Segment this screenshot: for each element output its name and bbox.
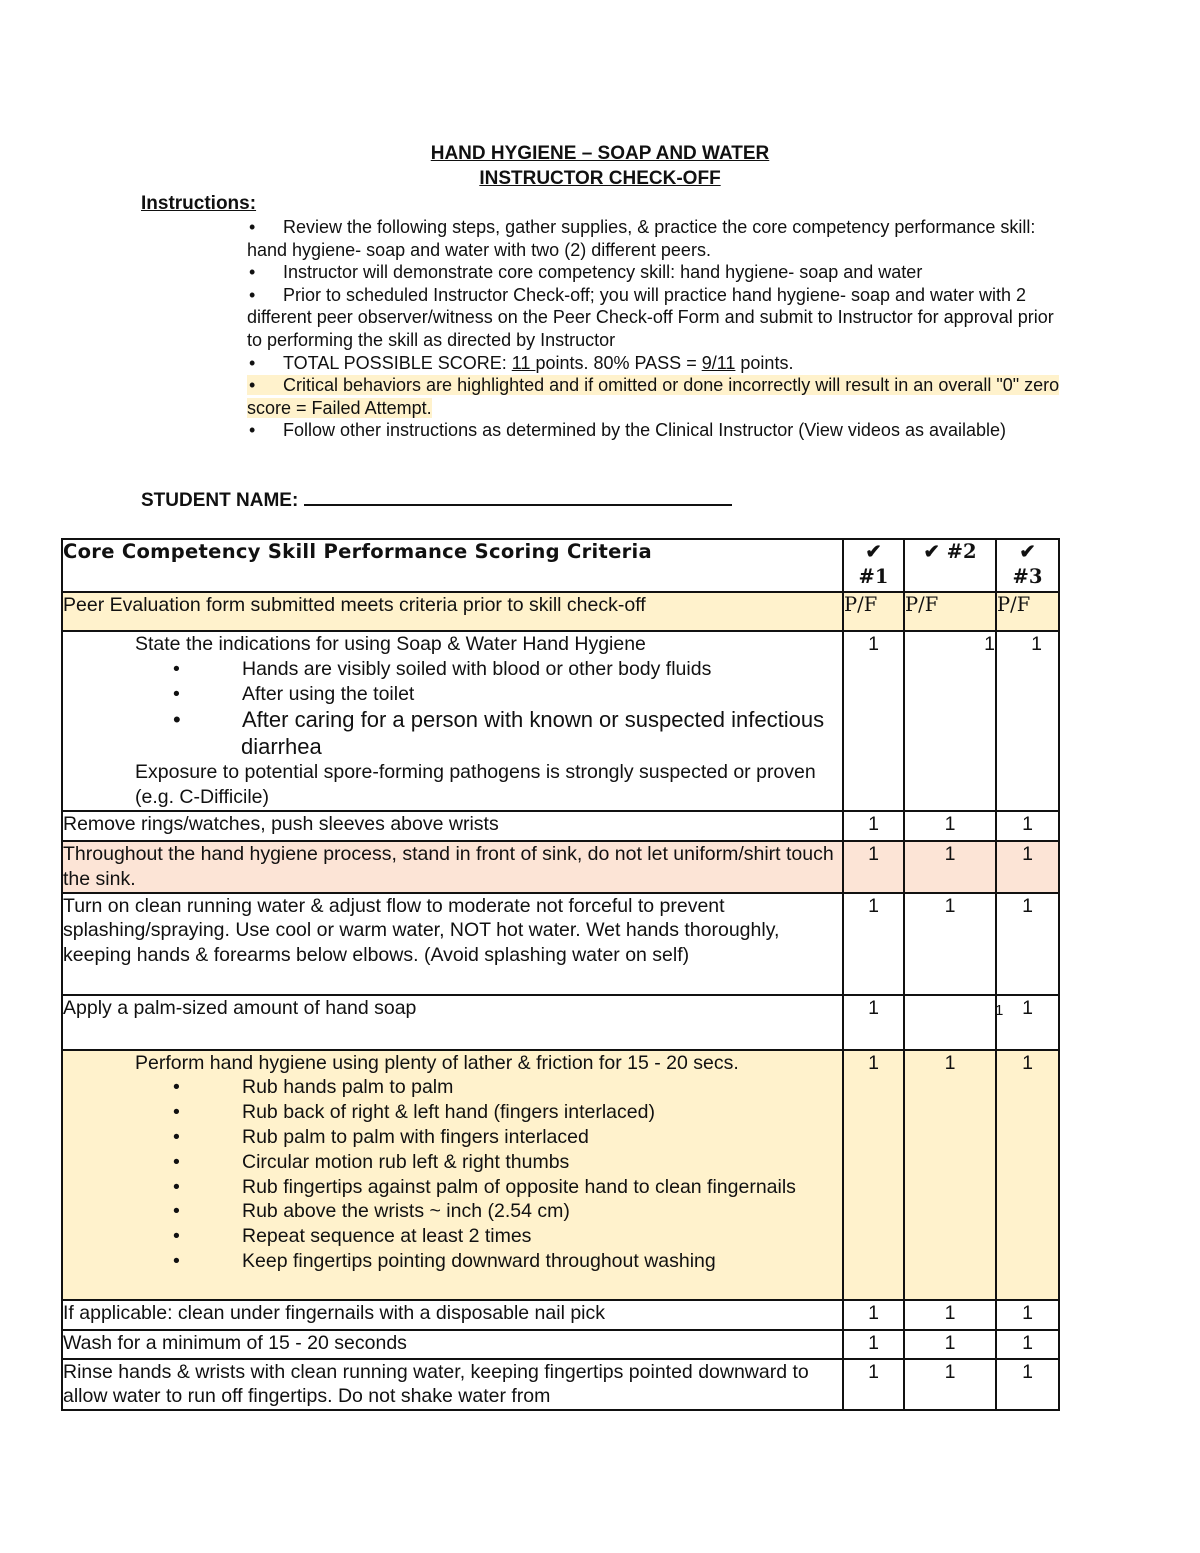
bullet-icon: • [249,284,256,305]
instructions-list [247,216,1062,442]
table-row: Apply a palm-sized amount of hand soap 1 1 1 [62,995,1059,1050]
table-row: Turn on clean running water & adjust flow to moderate not forceful to prevent splashing/spraying. Use cool or warm water, NOT hot water. Wet hands thoroughly, keeping hands & forearms below elbows. (Avoid splashing water on self) 1 1 1 [62,893,1059,995]
instruction-item: • Instructor will demonstrate core competency skill: hand hygiene- soap and water [249,262,923,283]
bullet-icon: • [249,352,256,373]
instruction-item-critical: • Critical behaviors are highlighted and if omitted or done incorrectly will result in an overall "0" zero score = Failed Attempt. [247,375,1060,418]
scoring-table [61,538,1060,1411]
instruction-item: • Prior to scheduled Instructor Check-off; you will practice hand hygiene- soap and water with 2 different peer observer/witness on the Peer Check-off Form and submit to Instructor for approval prior to performing the skill as directed by Instructor [247,284,1054,350]
list-item: • Hands are visibly soiled with blood or other body fluids [173,657,712,680]
bullet-icon: • [173,682,180,705]
list-item: • Rub above the wrists ~ inch (2.54 cm) [173,1200,570,1223]
instructions-heading: Instructions: [141,193,257,214]
bullet-icon: • [173,1150,180,1173]
bullet-icon: • [173,1125,180,1148]
bullet-icon: • [173,1249,180,1272]
check-icon: ✔ [923,540,940,563]
bullet-icon: • [173,707,181,733]
table-row: Peer Evaluation form submitted meets criteria prior to skill check-off P/F P/F P/F [62,592,1059,631]
student-name-label: STUDENT NAME: [141,490,299,511]
attempt-3-header: ✔ #3 [996,539,1059,592]
table-row: Perform hand hygiene using plenty of lather & friction for 15 - 20 secs. • Rub hands palm to palm • Rub back of right & left hand (fingers interlaced) • Rub palm to palm with fingers interlaced • Circular motion rub left & right thumbs • Rub fingertips against palm of opposite hand to clean fingernails • Rub above the wrists ~ inch (2.54 cm) • Repeat sequence at least 2 times • Keep fingertips pointing downward throughout washing 1 1 1 [62,1050,1059,1300]
pass-value: 9/11 [701,352,736,373]
table-row: Remove rings/watches, push sleeves above wrists 1 1 1 [62,811,1059,841]
bullet-icon: • [249,375,256,396]
list-item: • Rub palm to palm with fingers interlaced [173,1125,589,1148]
list-item: • After caring for a person with known or suspected infectious diarrhea [173,707,825,760]
bullet-icon: • [173,657,180,680]
bullet-icon: • [173,1175,180,1198]
total-points-value: 11 [511,352,536,373]
list-item: • Repeat sequence at least 2 times [173,1225,532,1248]
bullet-icon: • [173,1076,180,1099]
list-item: • Keep fingertips pointing downward throughout washing [173,1249,716,1272]
bullet-icon: • [249,420,256,441]
attempt-1-header: ✔ #1 [843,539,904,592]
document-title: HAND HYGIENE – SOAP AND WATER [430,143,770,164]
instruction-item-score: • TOTAL POSSIBLE SCORE: 11 points. 80% PASS = 9/11 points. [249,352,794,373]
list-item: • Rub back of right & left hand (fingers interlaced) [173,1101,655,1124]
table-row: Throughout the hand hygiene process, stand in front of sink, do not let uniform/shirt touch the sink. 1 1 1 [62,841,1059,893]
bullet-icon: • [249,262,256,283]
table-row: If applicable: clean under fingernails with a disposable nail pick 1 1 1 [62,1300,1059,1330]
table-header-row [62,539,1059,592]
list-item: • Rub hands palm to palm [173,1076,454,1099]
table-row: Wash for a minimum of 15 - 20 seconds 1 1 1 [62,1330,1059,1359]
student-name-field [141,490,732,512]
attempt-2-header: ✔ #2 [904,539,996,592]
bullet-icon: • [249,217,256,237]
student-name-blank[interactable] [304,490,732,506]
instruction-item: • Review the following steps, gather supplies, & practice the core competency performance skill: hand hygiene- soap and water with two (2) different peers. [247,217,1036,260]
check-icon: ✔ [865,540,882,563]
list-item: • Circular motion rub left & right thumbs [173,1150,570,1173]
bullet-icon: • [173,1200,180,1223]
bullet-icon: • [173,1225,180,1248]
list-item: • After using the toilet [173,682,415,705]
instruction-item: • Follow other instructions as determined by the Clinical Instructor (View videos as available) [249,420,1006,441]
table-row: Rinse hands & wrists with clean running water, keeping fingertips pointed downward to allow water to run off fingertips. Do not shake water from 1 1 1 [62,1359,1059,1411]
list-item: • Rub fingertips against palm of opposite hand to clean fingernails [173,1175,796,1198]
check-icon: ✔ [1019,540,1036,563]
bullet-icon: • [173,1101,180,1124]
criteria-header: Core Competency Skill Performance Scoring Criteria [62,539,843,592]
table-row: State the indications for using Soap & Water Hand Hygiene • Hands are visibly soiled with blood or other body fluids • After using the toilet • After caring for a person with known or suspected infectious diarrhea Exposure to potential spore-forming pathogens is strongly suspected or proven (e.g. C-Difficile) 1 1 1 [62,631,1059,811]
document-subtitle: INSTRUCTOR CHECK-OFF [479,168,721,189]
